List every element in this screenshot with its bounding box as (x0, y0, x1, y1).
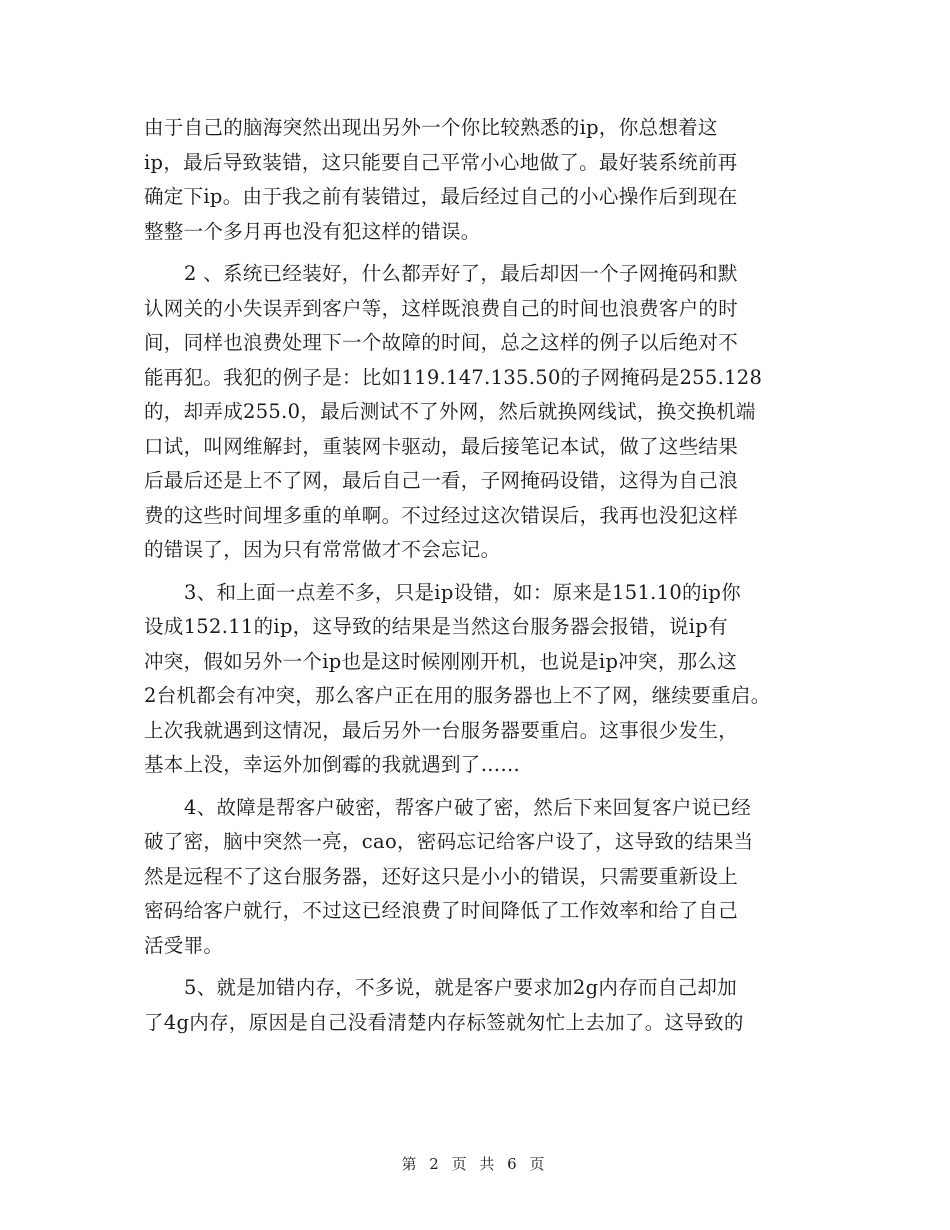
text-line: 密码给客户就行，不过这已经浪费了时间降低了工作效率和给了自己 (144, 899, 739, 922)
text-line: 口试，叫网维解封，重装网卡驱动，最后接笔记本试，做了这些结果 (144, 434, 739, 458)
text-line: 4、故障是帮客户破密，帮客户破了密，然后下来回复客户说已经 (184, 795, 752, 819)
text-line: 破了密，脑中突然一亮，cao，密码忘记给客户设了，这导致的结果当 (144, 830, 754, 853)
text-line: 认网关的小失误弄到客户等，这样既浪费自己的时间也浪费客户的时 (144, 296, 739, 320)
text-line: 2台机都会有冲突，那么客户正在用的服务器也上不了网，继续要重启。 (144, 684, 771, 707)
text-line: 5、就是加错内存，不多说，就是客户要求加2g内存而自己却加 (184, 976, 737, 999)
text-line: 确定下ip。由于我之前有装错过，最后经过自己的小心操作后到现在 (144, 185, 738, 208)
paragraph-3 (144, 576, 814, 783)
paragraph-1 (144, 111, 814, 249)
text-line: ip，最后导致装错，这只能要自己平常小心地做了。最好装系统前再 (144, 150, 738, 174)
text-line: 冲突，假如另外一个ip也是这时候刚刚开机，也说是ip冲突，那么这 (144, 649, 738, 673)
text-line: 2 、系统已经装好，什么都弄好了，最后却因一个子网掩码和默 (184, 262, 738, 285)
text-line: 了4g内存，原因是自己没看清楚内存标签就匆忙上去加了。这导致的 (144, 1010, 744, 1034)
page-number-footer: 第 2 页 共 6 页 (401, 1155, 549, 1173)
text-line: 然是远程不了这台服务器，还好这只是小小的错误，只需要重新设上 (144, 864, 739, 888)
text-line: 能再犯。我犯的例子是：比如119.147.135.50的子网掩码是255.128 (144, 365, 763, 389)
text-line: 活受罪。 (144, 933, 224, 957)
text-line: 的，却弄成255.0，最后测试不了外网，然后就换网线试，换交换机端 (144, 400, 756, 423)
text-line: 基本上没，幸运外加倒霉的我就遇到了…… (144, 753, 521, 776)
text-line: 间，同样也浪费处理下一个故障的时间，总之这样的例子以后绝对不 (144, 331, 739, 354)
paragraph-4 (144, 791, 814, 964)
text-line: 的错误了，因为只有常常做才不会忘记。 (144, 538, 501, 561)
paragraph-5 (144, 971, 814, 1040)
text-line: 整整一个多月再也没有犯这样的错误。 (144, 219, 481, 243)
paragraph-2 (144, 257, 814, 568)
document-body (144, 111, 814, 1048)
text-line: 3、和上面一点差不多，只是ip设错，如：原来是151.10的ip你 (184, 580, 741, 604)
text-line: 上次我就遇到这情况，最后另外一台服务器要重启。这事很少发生， (144, 718, 739, 742)
text-line: 由于自己的脑海突然出现出另外一个你比较熟悉的ip，你总想着这 (144, 116, 718, 139)
text-line: 后最后还是上不了网，最后自己一看，子网掩码设错，这得为自己浪 (144, 469, 739, 492)
text-line: 费的这些时间埋多重的单啊。不过经过这次错误后，我再也没犯这样 (144, 503, 739, 527)
text-line: 设成152.11的ip，这导致的结果是当然这台服务器会报错，说ip有 (144, 615, 728, 638)
